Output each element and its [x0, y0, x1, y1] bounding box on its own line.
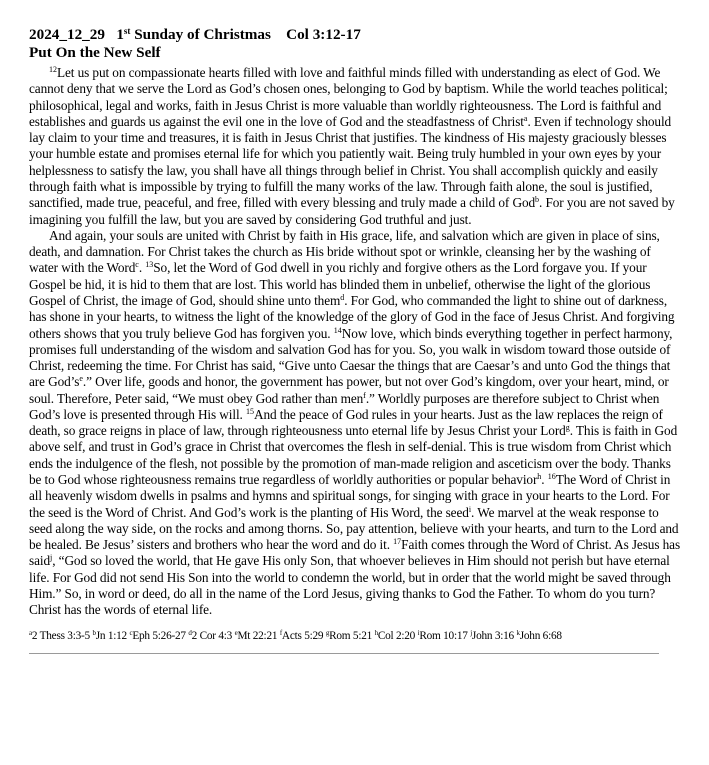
- paragraph-text: . Even if technology should lay claim to your time and treasures, it is faith in Jesus Christ that justifies. The kindness of His majesty graciously blesses your humble estate and promises eternal life for which you patiently wait. Being truly humbled in your own eyes by your helplessness to satisfy the law, you shall have all things through belief in Christ. You shall accomplish quickly and easily through faith what is impossible by trying to fulfill the many works of the law. Through faith alone, the soul is justified, sanctified, made true, peaceful, and free, filled with every blessing and truly made a child of God: [29, 113, 672, 211]
- paragraph-text: . We marvel at the weak response to seed along the way side, on the rocks and among thorns. So, pay attention, believe with your hearts, and turn to the Lord and be healed. Be Jesus’ sisters and brothers who hear the word and do it.: [29, 504, 679, 553]
- footnote-marker: c: [135, 260, 139, 270]
- paragraph-text: .: [138, 260, 146, 276]
- footnote-mark: d: [188, 628, 192, 637]
- footnote-reference: Jn 1:12: [95, 629, 127, 642]
- verse-number: 16: [547, 472, 556, 482]
- footnote-reference: Rom 5:21: [329, 629, 373, 642]
- body-paragraph-2: [29, 228, 681, 619]
- footnote-marker: a: [523, 113, 528, 123]
- paragraph-text: So, let the Word of God dwell in you richly and forgive others as the Lord forgave you. If your Gospel be hid, it is hid to them that are lost. This world has blinded them in unbelief, otherwise the light of the glorious Gospel of Christ, the image of God, should shine unto them: [29, 260, 651, 308]
- footnote-marker: h: [537, 472, 542, 482]
- footnote-mark: j: [470, 628, 472, 637]
- verse-number: 13: [145, 260, 154, 270]
- footnote-reference: 2 Cor 4:3: [191, 629, 233, 642]
- footnote-marker: e: [79, 374, 83, 384]
- footnote-marker: j: [49, 553, 53, 563]
- paragraph-text: Let us put on compassionate hearts filled with love and faithful minds filled with understanding as elect of God. We cannot deny that we serve the Lord as God’s chosen ones, belonging to God by baptism. While the world teaches political; philosophical, legal and works, faith in Jesus Christ is more valuable than worldly righteousness. The Lord is faithful and establishes and guards us against the evil one in the love of God and the steadfastness of Christ: [29, 65, 668, 129]
- footnote-marker: d: [340, 292, 345, 302]
- header-ordinal-suffix: st: [123, 26, 131, 36]
- paragraph-text: .: [541, 472, 548, 488]
- paragraph-text: And again, your souls are united with Christ by faith in His grace, life, and salvation which are given in place of sins, death, and damnation. For Christ takes the church as His bride without spot or wrinkle, cleansing her by the washing of water with the Word: [29, 227, 660, 276]
- footnote-mark: g: [325, 628, 330, 637]
- footnote-mark: k: [516, 628, 520, 637]
- footnote-reference: Mt 22:21: [237, 629, 278, 642]
- verse-number: 15: [245, 406, 254, 416]
- paragraph-text: Faith comes through the Word of Christ. As Jesus has said: [29, 537, 681, 569]
- footnote-marker: b: [535, 195, 540, 205]
- body-paragraph-1: [29, 65, 681, 228]
- footnote-reference: John 3:16: [471, 629, 514, 642]
- footnotes: [29, 629, 681, 643]
- header-line: [29, 26, 681, 44]
- paragraph-text: , “God so loved the world, that He gave His only Son, that whoever believes in Him should not perish but have eternal life. For God did not send His Son into the world to condemn the world, but in order that the world might be saved through Him.” So, in word or deed, do all in the name of the Lord Jesus, giving thanks to God the Father. To whom do you turn? Christ has the words of eternal life.: [29, 553, 671, 618]
- paragraph-text: . This is faith in God above self, and trust in God’s grace in Christ that overcomes the flesh in self-denial. This is true wisdom from Christ which ends the indulgence of the flesh, not possible by the promotion of man-made religion and asceticism over the body. Thanks be to God whose righteousness remains true regardless of worldly authorities or popular behavior: [29, 423, 678, 488]
- footnote-mark: i: [417, 628, 420, 637]
- paragraph-text: .” Over life, goods and honor, the government has power, but not over God’s kingdom, over your heart, mind, or soul. Therefore, Peter said, “We must obey God rather than men: [29, 374, 669, 406]
- footnote-marker: f: [363, 390, 366, 400]
- footnote-item: [188, 630, 232, 642]
- footnote-mark: f: [279, 628, 282, 637]
- paragraph-text: . For you are not saved by imagining you fulfill the law, but you are saved by considering God truthful and just.: [29, 195, 675, 227]
- header-ordinal: 1: [116, 26, 124, 43]
- footnote-reference: Col 2:20: [377, 629, 416, 642]
- footnote-marker: g: [565, 423, 570, 433]
- footnote-reference: 2 Thess 3:3-5: [31, 629, 90, 642]
- document-title: Put On the New Self: [29, 44, 161, 61]
- footnote-item: [418, 630, 468, 642]
- footnote-item: [29, 630, 90, 642]
- verse-number: 12: [49, 65, 57, 74]
- document-page: [29, 26, 681, 654]
- footnote-reference: Acts 5:29: [281, 629, 324, 642]
- footnote-item: [517, 630, 562, 642]
- paragraph-text: Now love, which binds everything together in perfect harmony, promises full understanding of the wisdom and salvation God has for you. So, you walk in wisdom toward those outside of Christ, redeeming the time. For Christ has said, “Give unto Caesar the things that are Caesar’s and unto God the things that are God’s: [29, 325, 673, 390]
- footnote-marker: i: [468, 504, 472, 514]
- paragraph-text: . For God, who commanded the light to shine out of darkness, has shone in your hearts, to witness the light of the knowledge of the glory of God in the face of Jesus Christ. And forgiving others shows that you truly believe God has forgiven you.: [29, 292, 675, 341]
- paragraph-text: The Word of Christ in all heavenly wisdom dwells in psalms and hymns and spiritual songs, for singing with grace in your hearts to the Lord. For the seed is the Word of Christ. And God’s work is the planting of His Word, the seed: [29, 472, 671, 520]
- verse-number: 17: [393, 537, 402, 547]
- footnote-item: [470, 630, 514, 642]
- footnote-item: [92, 630, 126, 642]
- footnote-item: [326, 630, 372, 642]
- footnote-reference: John 6:68: [519, 629, 562, 642]
- footnote-mark: e: [234, 628, 238, 637]
- footnote-item: [375, 630, 415, 642]
- header-occasion: Sunday of Christmas: [130, 26, 271, 43]
- header-reference: Col 3:12-17: [286, 26, 361, 43]
- footnote-mark: b: [92, 628, 96, 637]
- footnote-mark: h: [374, 628, 378, 637]
- verse-number: 14: [333, 325, 342, 335]
- footnote-rule: [29, 653, 659, 654]
- footnote-item: [130, 630, 186, 642]
- footnote-mark: a: [29, 628, 32, 637]
- footnote-reference: Rom 10:17: [419, 629, 468, 642]
- footnote-item: [235, 630, 278, 642]
- paragraph-text: .” Worldly purposes are therefore subject to Christ when God’s love is presented through His will.: [29, 390, 660, 422]
- paragraph-text: And the peace of God rules in your hearts. Just as the law replaces the reign of death, so grace reigns in place of law, through righteousness unto eternal life by Jesus Christ your Lord: [29, 406, 663, 439]
- footnote-reference: Eph 5:26-27: [132, 629, 186, 642]
- header-date: 2024_12_29: [29, 26, 105, 43]
- footnote-mark: c: [129, 628, 133, 637]
- footnote-item: [280, 630, 323, 642]
